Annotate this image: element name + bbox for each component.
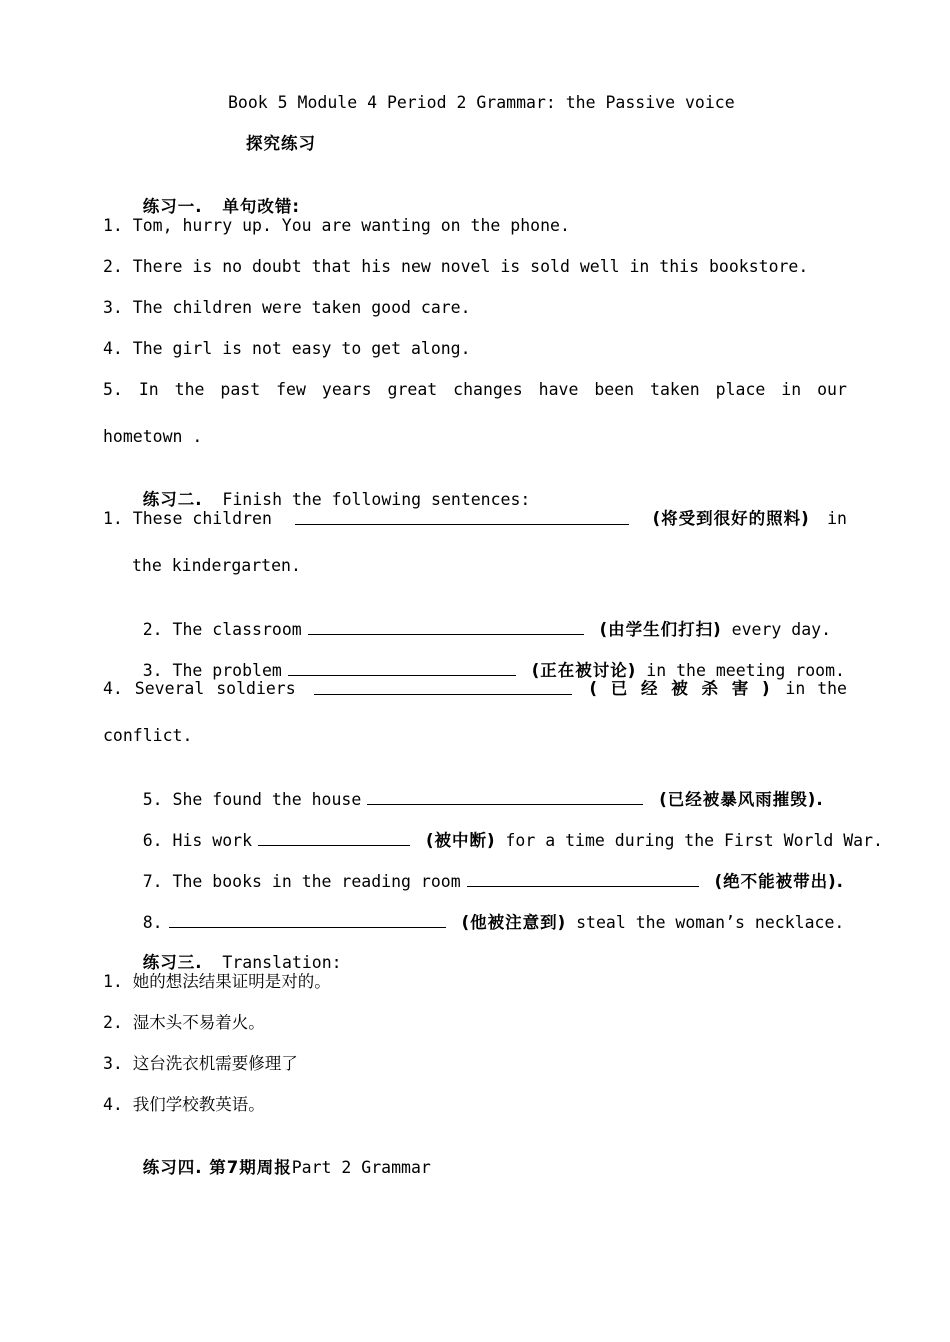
chinese-hint: (他被注意到) [461,913,567,932]
item-text: 7. The books in the reading room [142,872,461,891]
chinese-hint: (由学生们打扫) [599,620,722,639]
exercise-2-label: 练习二. [142,490,203,509]
ex2-item-4-continued: conflict. [103,726,193,745]
ex3-item-3: 3. 这台洗衣机需要修理了 [103,1054,298,1073]
item-text: in [827,509,847,528]
exercise-4-heading [103,1135,431,1201]
chinese-hint: (将受到很好的照料) [652,509,810,528]
ex3-item-4: 4. 我们学校教英语。 [103,1095,265,1114]
word: past [220,380,261,399]
item-text: Several [134,679,205,698]
chinese-hint: (正在被讨论) [531,661,637,680]
word: great [387,380,438,399]
answer-blank[interactable] [295,508,629,525]
exercise-4-label: 练习四. 第7期周报 [142,1158,292,1177]
word: In [138,380,159,399]
word: taken [650,380,700,399]
item-text: 6. His work [142,831,253,850]
word: have [538,380,579,399]
ex1-item-1: 1. Tom, hurry up. You are wanting on the phone. [103,216,570,235]
word: 5. [103,380,123,399]
ex1-item-2: 2. There is no doubt that his new novel is sold well in this bookstore. [103,257,809,276]
item-text: soldiers [216,679,296,698]
page-subtitle: 探究练习 [246,134,316,153]
ex3-item-2: 2. 湿木头不易着火。 [103,1013,265,1032]
word: been [594,380,635,399]
chinese-hint: (被中断) [425,831,496,850]
exercise-2-instruction: Finish the following sentences: [222,490,531,509]
item-text: in [785,679,806,698]
word: in [781,380,802,399]
item-text: 2. The classroom [142,620,302,639]
exercise-3-label: 练习三. [142,953,203,972]
item-text: 4. [103,679,123,698]
item-text: 3. The problem [142,661,282,680]
item-text: in the meeting room. [646,661,845,680]
item-text: for a time during the First World War. [505,831,883,850]
word: the [174,380,205,399]
exercise-3-instruction: Translation: [222,953,342,972]
word: years [321,380,372,399]
answer-blank[interactable] [288,659,516,676]
ex1-item-4: 4. The girl is not easy to get along. [103,339,471,358]
chinese-hint: ( 已 经 被 杀 害 ) [589,679,774,698]
chinese-hint: (绝不能被带出). [714,872,844,891]
ex3-item-1: 1. 她的想法结果证明是对的。 [103,972,331,991]
word: changes [453,380,523,399]
item-text: 5. She found the house [142,790,362,809]
item-text: steal the woman’s necklace. [576,913,845,932]
ex2-item-1 [103,508,847,530]
word: place [715,380,766,399]
answer-blank[interactable] [308,618,584,635]
ex2-item-4 [103,678,847,700]
item-text: 8. [142,913,163,932]
ex2-item-1-continued: the kindergarten. [132,556,301,575]
exercise-4-instruction: Part 2 Grammar [291,1158,431,1177]
answer-blank[interactable] [258,829,410,846]
ex1-item-5 [103,379,847,401]
exercise-1-label: 练习一. [142,197,203,216]
answer-blank[interactable] [169,911,446,928]
word: our [817,380,847,399]
answer-blank[interactable] [314,678,572,695]
chinese-hint: (已经被暴风雨摧毁). [659,790,824,809]
ex1-item-3: 3. The children were taken good care. [103,298,471,317]
item-text: the [817,679,847,698]
item-text: 1. These children [103,509,272,528]
word: few [276,380,306,399]
item-text: every day. [731,620,832,639]
answer-blank[interactable] [467,870,699,887]
ex1-item-5-continued: hometown . [103,427,203,446]
exercise-1-instruction: 单句改错: [222,197,301,216]
answer-blank[interactable] [367,788,643,805]
page-title: Book 5 Module 4 Period 2 Grammar: the Passive voice [228,93,735,112]
